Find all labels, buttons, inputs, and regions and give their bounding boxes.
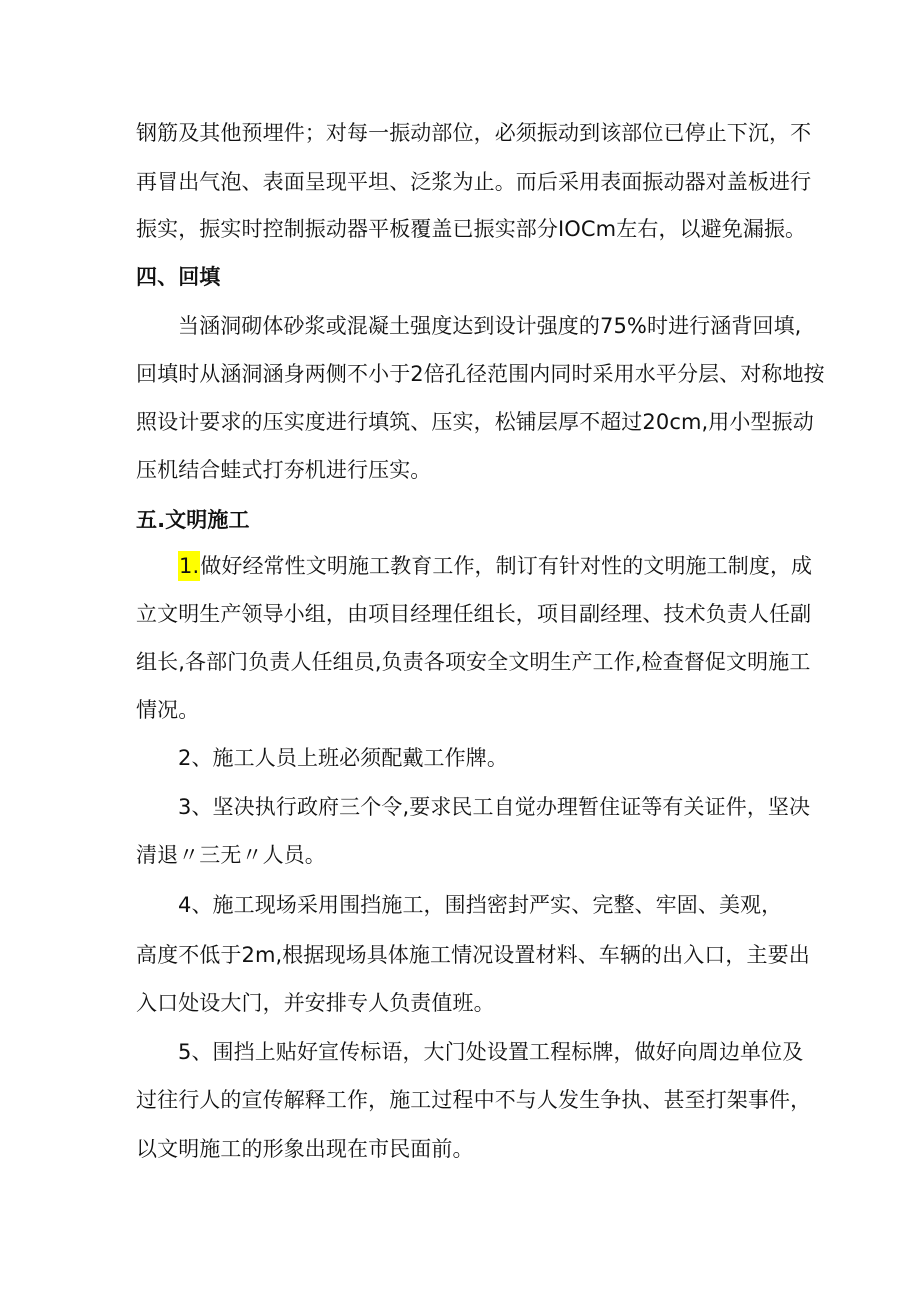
list-item-3-line: 3、坚决执行政府三个令,要求民工自觉办理暂住证等有关证件，坚决: [178, 795, 811, 819]
paragraph-line: 当涵洞砌体砂浆或混凝土强度达到设计强度的75%时进行涵背回填,: [178, 314, 802, 338]
paragraph-line: 钢筋及其他预埋件；对每一振动部位，必须振动到该部位已停止下沉，不: [136, 121, 812, 145]
paragraph-line: 照设计要求的压实度进行填筑、压实，松铺层厚不超过20cm,用小型振动: [136, 410, 814, 434]
list-item-4-line: 4、施工现场采用围挡施工，围挡密封严实、完整、牢固、美观，: [178, 893, 783, 917]
paragraph-line: 情况。: [136, 698, 200, 722]
paragraph-line: 以文明施工的形象出现在市民面前。: [136, 1137, 474, 1161]
highlighted-item-marker: 1.: [178, 551, 200, 581]
paragraph-line: 立文明生产领导小组，由项目经理任组长，项目副经理、技术负责人任副: [136, 602, 812, 626]
section-heading-civilized-construction: 五.文明施工: [136, 508, 250, 532]
paragraph-line: 高度不低于2m,根据现场具体施工情况设置材料、车辆的出入口，主要出: [136, 943, 810, 967]
paragraph-line: 振实，振实时控制振动器平板覆盖已振实部分IOCm左右，以避免漏振。: [136, 217, 807, 241]
paragraph-line: 组长,各部门负责人任组员,负责各项安全文明生产工作,检查督促文明施工: [136, 650, 811, 674]
paragraph-line: 回填时从涵洞涵身两侧不小于2倍孔径范围内同时采用水平分层、对称地按: [136, 362, 825, 386]
paragraph-line: 过往行人的宣传解释工作，施工过程中不与人发生争执、甚至打架事件，: [136, 1088, 812, 1112]
list-item-5-line: 5、围挡上贴好宣传标语，大门处设置工程标牌，做好向周边单位及: [178, 1040, 804, 1064]
paragraph-line: 再冒出气泡、表面呈现平坦、泛浆为止。而后采用表面振动器对盖板进行: [136, 170, 812, 194]
list-item-1-first-line: [178, 551, 812, 581]
section-heading-backfill: 四、回填: [136, 265, 221, 289]
list-item-text: 做好经常性文明施工教育工作，制订有针对性的文明施工制度，成: [200, 554, 813, 578]
paragraph-line: 压机结合蛙式打夯机进行压实。: [136, 458, 432, 482]
paragraph-line: 清退〃三无〃人员。: [136, 843, 326, 867]
paragraph-line: 入口处设大门，并安排专人负责值班。: [136, 991, 495, 1015]
list-item-2: 2、施工人员上班必须配戴工作牌。: [178, 746, 508, 770]
